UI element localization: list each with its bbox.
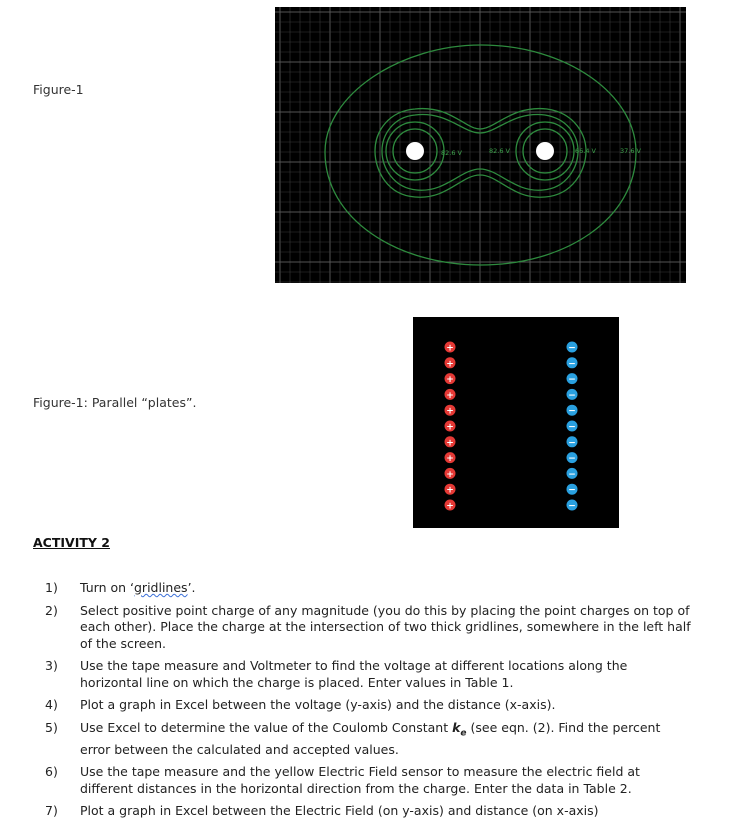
negative-charge-sign: − xyxy=(568,469,576,480)
positive-charge-sign: + xyxy=(446,501,454,512)
positive-charge-sign: + xyxy=(446,406,454,417)
negative-charge-sign: − xyxy=(568,454,576,465)
list-item xyxy=(33,764,693,797)
point-charge-right xyxy=(536,142,554,160)
list-item xyxy=(33,697,693,714)
positive-charge-sign: + xyxy=(446,359,454,370)
step-text: Use the tape measure and the yellow Electric Field sensor to measure the electric field at different distances in the horizontal direction from the charge. Enter the data in Table 2. xyxy=(80,764,640,796)
negative-charge-sign: − xyxy=(568,375,576,386)
positive-charge-sign: + xyxy=(446,485,454,496)
negative-charge-sign: − xyxy=(568,501,576,512)
sim-background xyxy=(413,317,619,528)
voltage-label: 82.6 V xyxy=(489,147,510,155)
negative-charge-sign: − xyxy=(568,406,576,417)
equipotential-figure xyxy=(275,7,686,283)
positive-charge-sign: + xyxy=(446,343,454,354)
coulomb-constant-symbol: k xyxy=(452,719,461,735)
negative-charge-sign: − xyxy=(568,422,576,433)
voltage-label: 66.4 V xyxy=(575,147,596,155)
step-text: Plot a graph in Excel between the voltage (y-axis) and the distance (x-axis). xyxy=(80,697,556,712)
positive-charge-sign: + xyxy=(446,390,454,401)
list-item xyxy=(33,580,693,597)
negative-charge-sign: − xyxy=(568,359,576,370)
figure-1-caption: Figure-1 xyxy=(33,82,84,97)
point-charge-left xyxy=(406,142,424,160)
step-number: 1) xyxy=(45,580,58,595)
activity-heading: ACTIVITY 2 xyxy=(33,535,110,550)
list-item xyxy=(33,803,693,820)
list-item xyxy=(33,720,693,759)
negative-charge-sign: − xyxy=(568,485,576,496)
step-text: Turn on ‘gridlines’. xyxy=(80,580,196,595)
list-item xyxy=(33,603,693,653)
list-item xyxy=(33,658,693,691)
positive-charge-sign: + xyxy=(446,422,454,433)
step-text: Plot a graph in Excel between the Electric Field (on y-axis) and distance (on x-axis) xyxy=(80,803,599,818)
step-text: Use Excel to determine the value of the Coulomb Constant $k_e$ (see eqn. (2). Find the percent error between the calculated and accepted values. xyxy=(80,719,661,757)
positive-charge-sign: + xyxy=(446,438,454,449)
step-text: Select positive point charge of any magnitude (you do this by placing the point charges on top of each other). Place the charge at the intersection of two thick gridlines, somewhere in the left half of the screen. xyxy=(80,602,691,651)
step-number: 2) xyxy=(45,602,58,618)
positive-charge-sign: + xyxy=(446,454,454,465)
parallel-plates-figure xyxy=(413,317,619,528)
step-number: 7) xyxy=(45,803,58,818)
voltage-label: 37.6 V xyxy=(620,147,641,155)
activity-steps xyxy=(33,580,693,826)
step-number: 4) xyxy=(45,697,58,712)
positive-charge-sign: + xyxy=(446,469,454,480)
step-text: Use the tape measure and Voltmeter to find the voltage at different locations along the horizontal line on which the charge is placed. Enter values in Table 1. xyxy=(80,658,628,690)
step-number: 5) xyxy=(45,719,58,735)
negative-charge-sign: − xyxy=(568,438,576,449)
voltage-label: 82.6 V xyxy=(441,149,462,157)
figure-2-caption: Figure-1: Parallel “plates”. xyxy=(33,395,197,410)
positive-charge-sign: + xyxy=(446,375,454,386)
negative-charge-sign: − xyxy=(568,343,576,354)
step-number: 3) xyxy=(45,658,58,673)
gridlines-term: gridlines xyxy=(134,580,188,595)
step-number: 6) xyxy=(45,764,58,779)
negative-charge-sign: − xyxy=(568,390,576,401)
